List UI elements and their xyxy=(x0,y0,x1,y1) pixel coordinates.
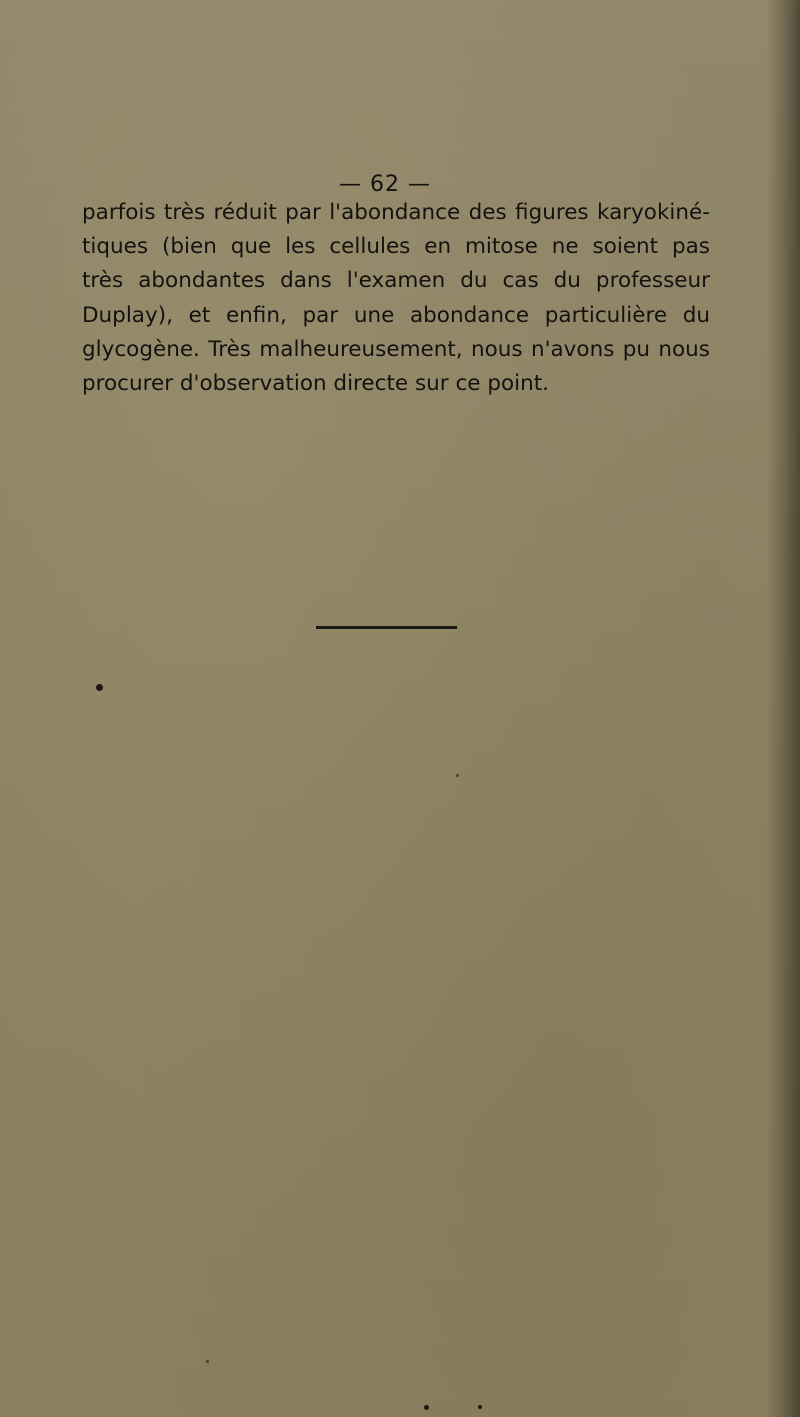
page-number: — 62 — xyxy=(339,172,431,197)
text-line: très abondantes dans l'examen du cas du professeur xyxy=(82,268,710,294)
page-edge-shadow xyxy=(766,0,800,1417)
text-line: parfois très réduit par l'abondance des figures karyokiné- xyxy=(82,200,710,225)
text-line: Duplay), et enfin, par une abondance particulière du xyxy=(82,302,710,328)
paper-speck xyxy=(424,1405,429,1410)
paper-speck xyxy=(206,1360,209,1363)
paper-speck xyxy=(456,774,459,777)
text-line: glycogène. Très malheureusement, nous n'avons pu nous xyxy=(82,336,710,362)
text-line: procurer d'observation directe sur ce point. xyxy=(82,371,550,397)
text-line: tiques (bien que les cellules en mitose ne soient pas xyxy=(82,234,710,260)
section-divider-rule xyxy=(316,626,457,629)
paper-speck xyxy=(478,1405,482,1409)
body-paragraph xyxy=(82,196,710,401)
paper-speck xyxy=(96,684,103,691)
